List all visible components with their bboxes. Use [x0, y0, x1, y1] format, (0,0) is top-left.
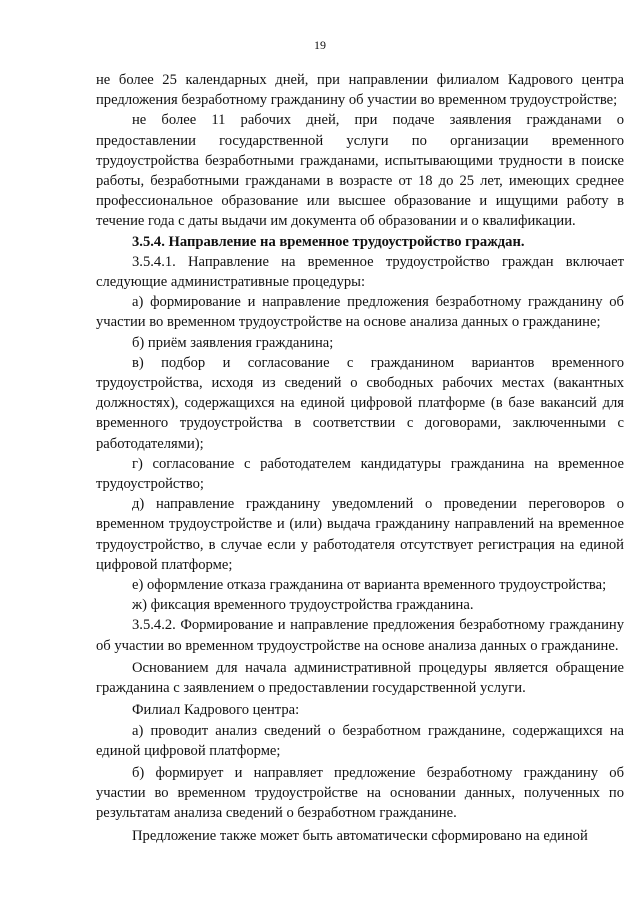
section-heading-3-5-4: 3.5.4. Направление на временное трудоустройство граждан. [132, 233, 525, 250]
paragraph-basis: Основанием для начала административной процедуры является обращение гражданина с заявлением о предоставлении государственной услуги. [96, 659, 624, 697]
list-item-branch-b: б) формирует и направляет предложение безработному гражданину об участии во временном трудоустройстве на основании данных, полученных по результатам анализа сведений о безработном гражданине. [96, 764, 624, 822]
paragraph-3-5-4-2: 3.5.4.2. Формирование и направление предложения безработному гражданину об участии во временном трудоустройстве на основе анализа данных о гражданине. [96, 617, 624, 654]
list-item-d: д) направление гражданину уведомлений о проведении переговоров о временном трудоустройстве и (или) выдача гражданину направлений на временное трудоустройство, в случае если у работодателя отсутствует регистрация на единой цифровой платформе; [96, 496, 624, 573]
page-body [96, 70, 624, 846]
page-number: 19 [314, 38, 326, 52]
paragraph-deadline-25-days: не более 25 календарных дней, при направлении филиалом Кадрового центра предложения безработному гражданину об участии во временном трудоустройстве; [96, 72, 624, 109]
paragraph-deadline-11-days: не более 11 рабочих дней, при подаче заявления гражданами о предоставлении государственной услуги по организации временного трудоустройства безработными гражданами, испытывающими трудности в поиске работы, безработными гражданами в возрасте от 18 до 25 лет, имеющих среднее профессиональное образование или высшее образование и ищущими работу в течение года с даты выдачи им документа об образовании и о квалификации. [96, 112, 624, 230]
list-item-e: е) оформление отказа гражданина от варианта временного трудоустройства; [132, 577, 607, 594]
list-item-v: в) подбор и согласование с гражданином вариантов временного трудоустройства, исходя из сведений о свободных рабочих местах (вакантных должностях), содержащихся на единой цифровой платформе (в базе вакансий для временного трудоустройства в соответствии с договорами, заключенными с работодателями); [96, 354, 624, 452]
list-item-g: г) согласование с работодателем кандидатуры гражданина на временное трудоустройство; [96, 455, 624, 493]
list-item-branch-a: а) проводит анализ сведений о безработном гражданине, содержащихся на единой цифровой платформе; [96, 722, 624, 759]
paragraph-auto-offer: Предложение также может быть автоматически сформировано на единой [132, 827, 588, 844]
paragraph-3-5-4-1: 3.5.4.1. Направление на временное трудоустройство граждан включает следующие административные процедуры: [96, 253, 624, 291]
list-item-zh: ж) фиксация временного трудоустройства гражданина. [132, 597, 474, 614]
list-item-a: а) формирование и направление предложения безработному гражданину об участии во временном трудоустройстве на основе анализа данных о гражданине; [96, 294, 624, 331]
list-item-b: б) приём заявления гражданина; [132, 334, 334, 351]
paragraph-branch: Филиал Кадрового центра: [132, 702, 300, 719]
